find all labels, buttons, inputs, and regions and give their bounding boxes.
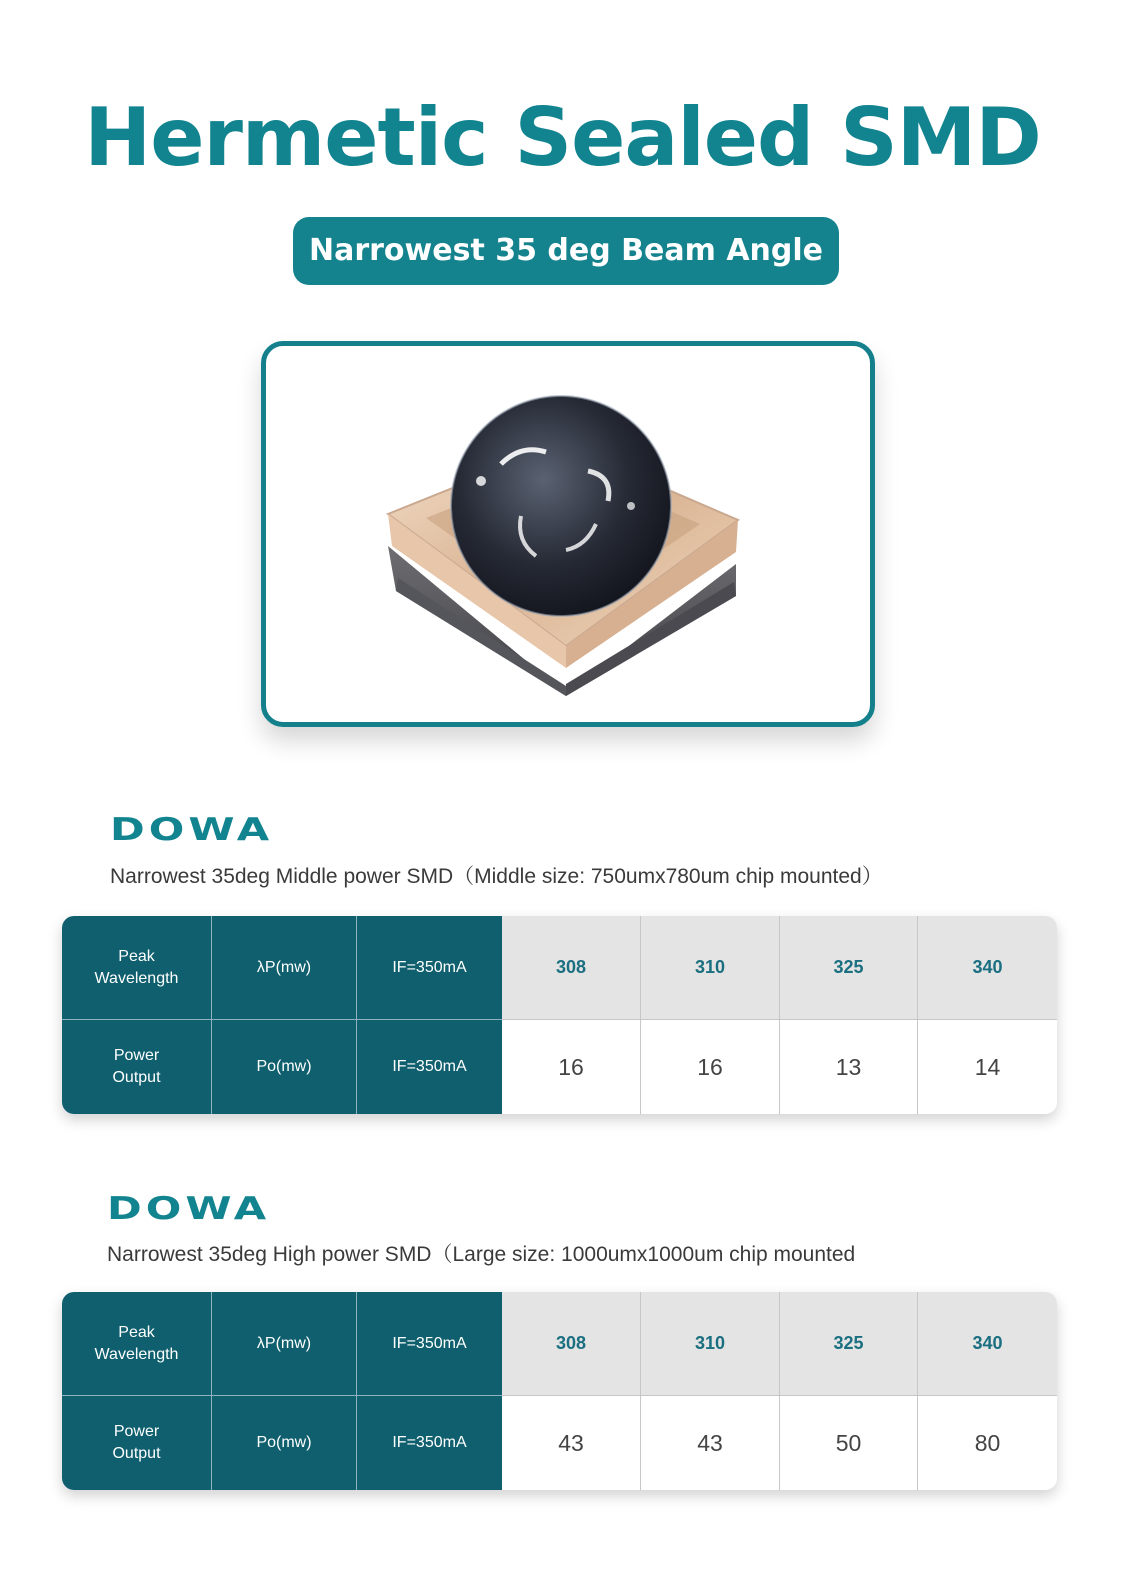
power-value: 16	[502, 1020, 641, 1114]
beam-angle-badge: Narrowest 35 deg Beam Angle	[293, 217, 839, 285]
wavelength-value: 310	[641, 916, 780, 1020]
spec-table-high-power	[62, 1292, 1057, 1490]
page-title: Hermetic Sealed SMD	[84, 91, 1041, 184]
condition-cell: IF=350mA	[357, 1020, 502, 1114]
condition-cell: IF=350mA	[357, 916, 502, 1020]
condition-cell: IF=350mA	[357, 1396, 502, 1490]
power-value: 80	[918, 1396, 1057, 1490]
power-value: 13	[780, 1020, 918, 1114]
section-subtitle: Narrowest 35deg Middle power SMD（Middle size: 750umx780um chip mounted）	[110, 865, 883, 888]
wavelength-value: 308	[502, 1292, 641, 1396]
param-power-output: Power Output	[62, 1020, 212, 1114]
power-value: 14	[918, 1020, 1057, 1114]
symbol-cell: λP(mw)	[212, 916, 357, 1020]
symbol-cell: Po(mw)	[212, 1020, 357, 1114]
uv-led-smd-dome-lens-icon	[266, 346, 870, 722]
dowa-logo: DOWA	[107, 1191, 271, 1227]
wavelength-value: 325	[780, 916, 918, 1020]
symbol-cell: λP(mw)	[212, 1292, 357, 1396]
power-value: 43	[502, 1396, 641, 1490]
wavelength-value: 325	[780, 1292, 918, 1396]
spec-table-middle-power	[62, 916, 1057, 1114]
section-subtitle: Narrowest 35deg High power SMD（Large size: 1000umx1000um chip mounted	[107, 1243, 856, 1266]
power-value: 50	[780, 1396, 918, 1490]
wavelength-value: 310	[641, 1292, 780, 1396]
product-photo-frame	[261, 341, 875, 727]
wavelength-value: 308	[502, 916, 641, 1020]
condition-cell: IF=350mA	[357, 1292, 502, 1396]
param-peak-wavelength: Peak Wavelength	[62, 916, 212, 1020]
symbol-cell: Po(mw)	[212, 1396, 357, 1490]
power-value: 16	[641, 1020, 780, 1114]
param-power-output: Power Output	[62, 1396, 212, 1490]
power-value: 43	[641, 1396, 780, 1490]
wavelength-value: 340	[918, 916, 1057, 1020]
wavelength-value: 340	[918, 1292, 1057, 1396]
dowa-logo: DOWA	[110, 812, 274, 848]
param-peak-wavelength: Peak Wavelength	[62, 1292, 212, 1396]
